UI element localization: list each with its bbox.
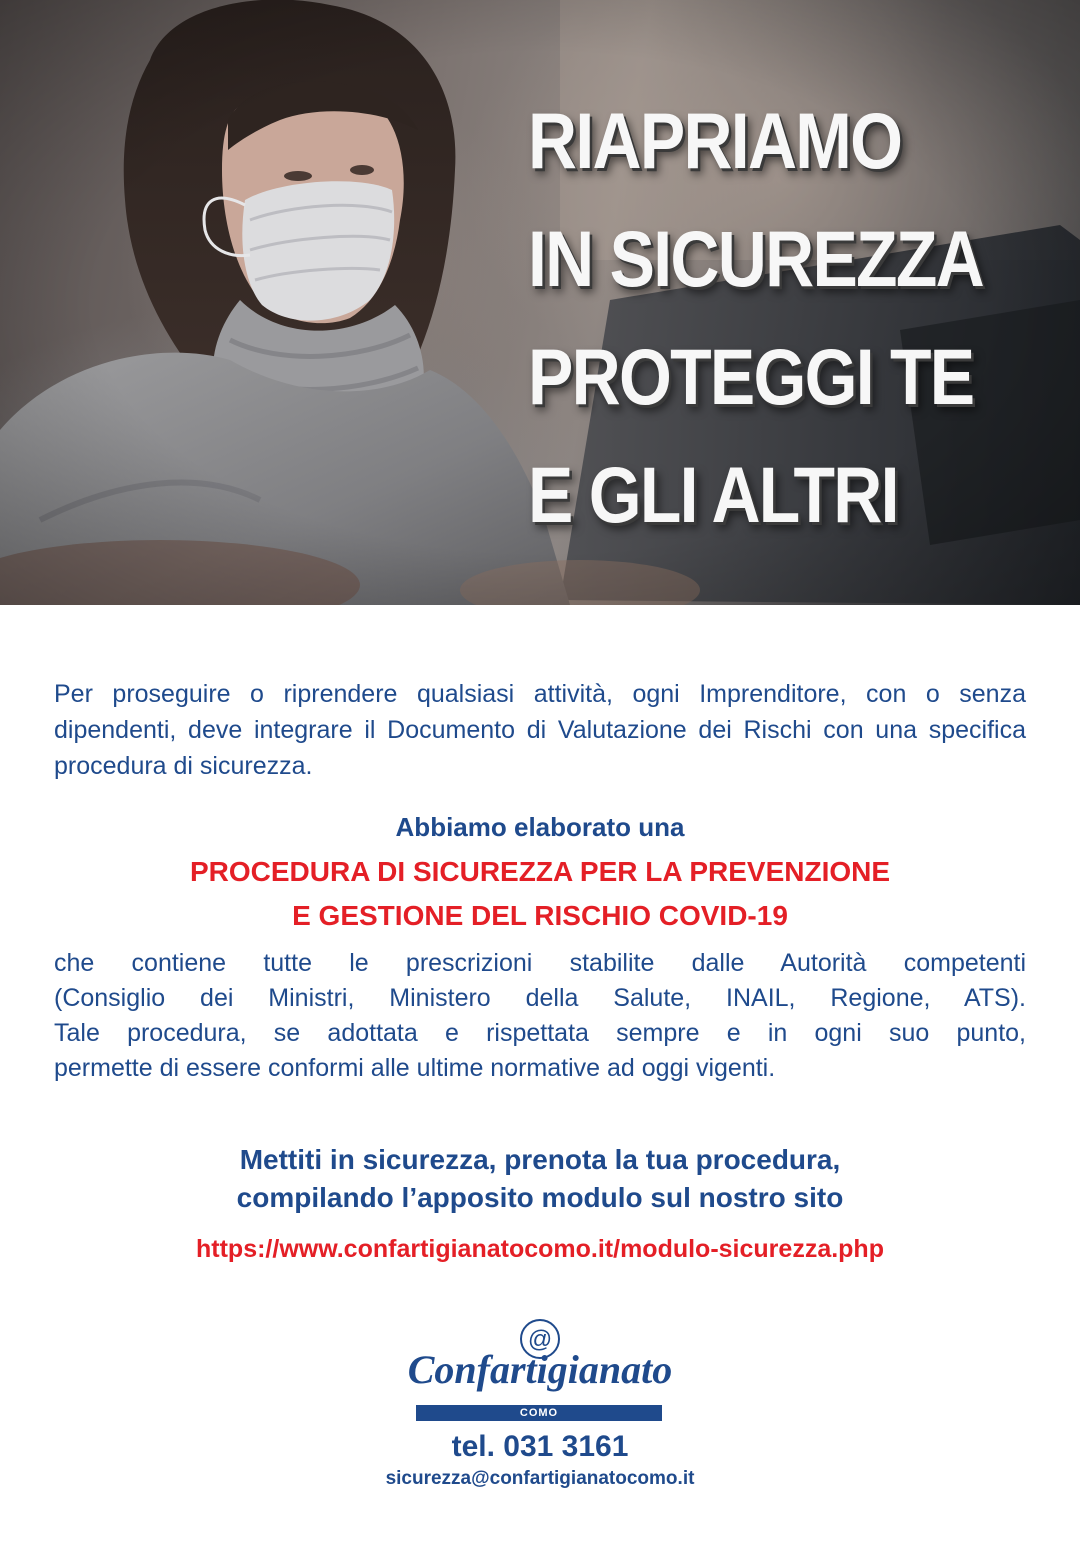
procedure-description	[54, 946, 1026, 1086]
procedure-title-line-2: E GESTIONE DEL RISCHIO COVID-19	[292, 900, 788, 931]
headline-line-2: IN SICUREZZA	[528, 214, 983, 303]
headline-line-1: RIAPRIAMO	[528, 96, 902, 185]
email-link[interactable]: sicurezza@confartigianatocomo.it	[385, 1468, 695, 1489]
brand-name: Confartigianato	[407, 1347, 673, 1392]
procedure-line-2: (Consiglio dei Ministri, Ministero della Salute, INAIL, Regione, ATS).	[54, 984, 1026, 1012]
cta-line-2: compilando l’apposito modulo sul nostro sito	[236, 1182, 844, 1213]
headline-line-4: E GLI ALTRI	[528, 450, 898, 539]
procedure-line-1: che contiene tutte le prescrizioni stabilite dalle Autorità competenti	[54, 949, 1026, 977]
hero-photo	[0, 0, 1080, 605]
logo-symbol: @	[527, 1326, 553, 1353]
cta-line-1: Mettiti in sicurezza, prenota la tua procedura,	[239, 1144, 841, 1175]
brand-bar	[416, 1405, 662, 1421]
brand-sub: COMO	[519, 1407, 559, 1419]
procedure-title-line-1: PROCEDURA DI SICUREZZA PER LA PREVENZIONE	[189, 856, 891, 887]
procedure-form-link[interactable]: https://www.confartigianatocomo.it/modulo-sicurezza.php	[196, 1235, 884, 1263]
headline-line-3: PROTEGGI TE	[528, 332, 974, 421]
phone-number[interactable]: tel. 031 3161	[451, 1430, 629, 1463]
procedure-lead: Abbiamo elaborato una	[395, 812, 685, 842]
intro-paragraph: Per proseguire o riprendere qualsiasi attività, ogni Imprenditore, con o senza dipendenti, deve integrare il Documento di Valutazione dei Rischi con una specifica procedura di sicurezza.	[54, 680, 1026, 780]
headline	[528, 82, 992, 554]
procedure-line-3: Tale procedura, se adottata e rispettata sempre e in ogni suo punto,	[54, 1019, 1026, 1047]
procedure-line-4: permette di essere conformi alle ultime normative ad oggi vigenti.	[54, 1054, 776, 1082]
